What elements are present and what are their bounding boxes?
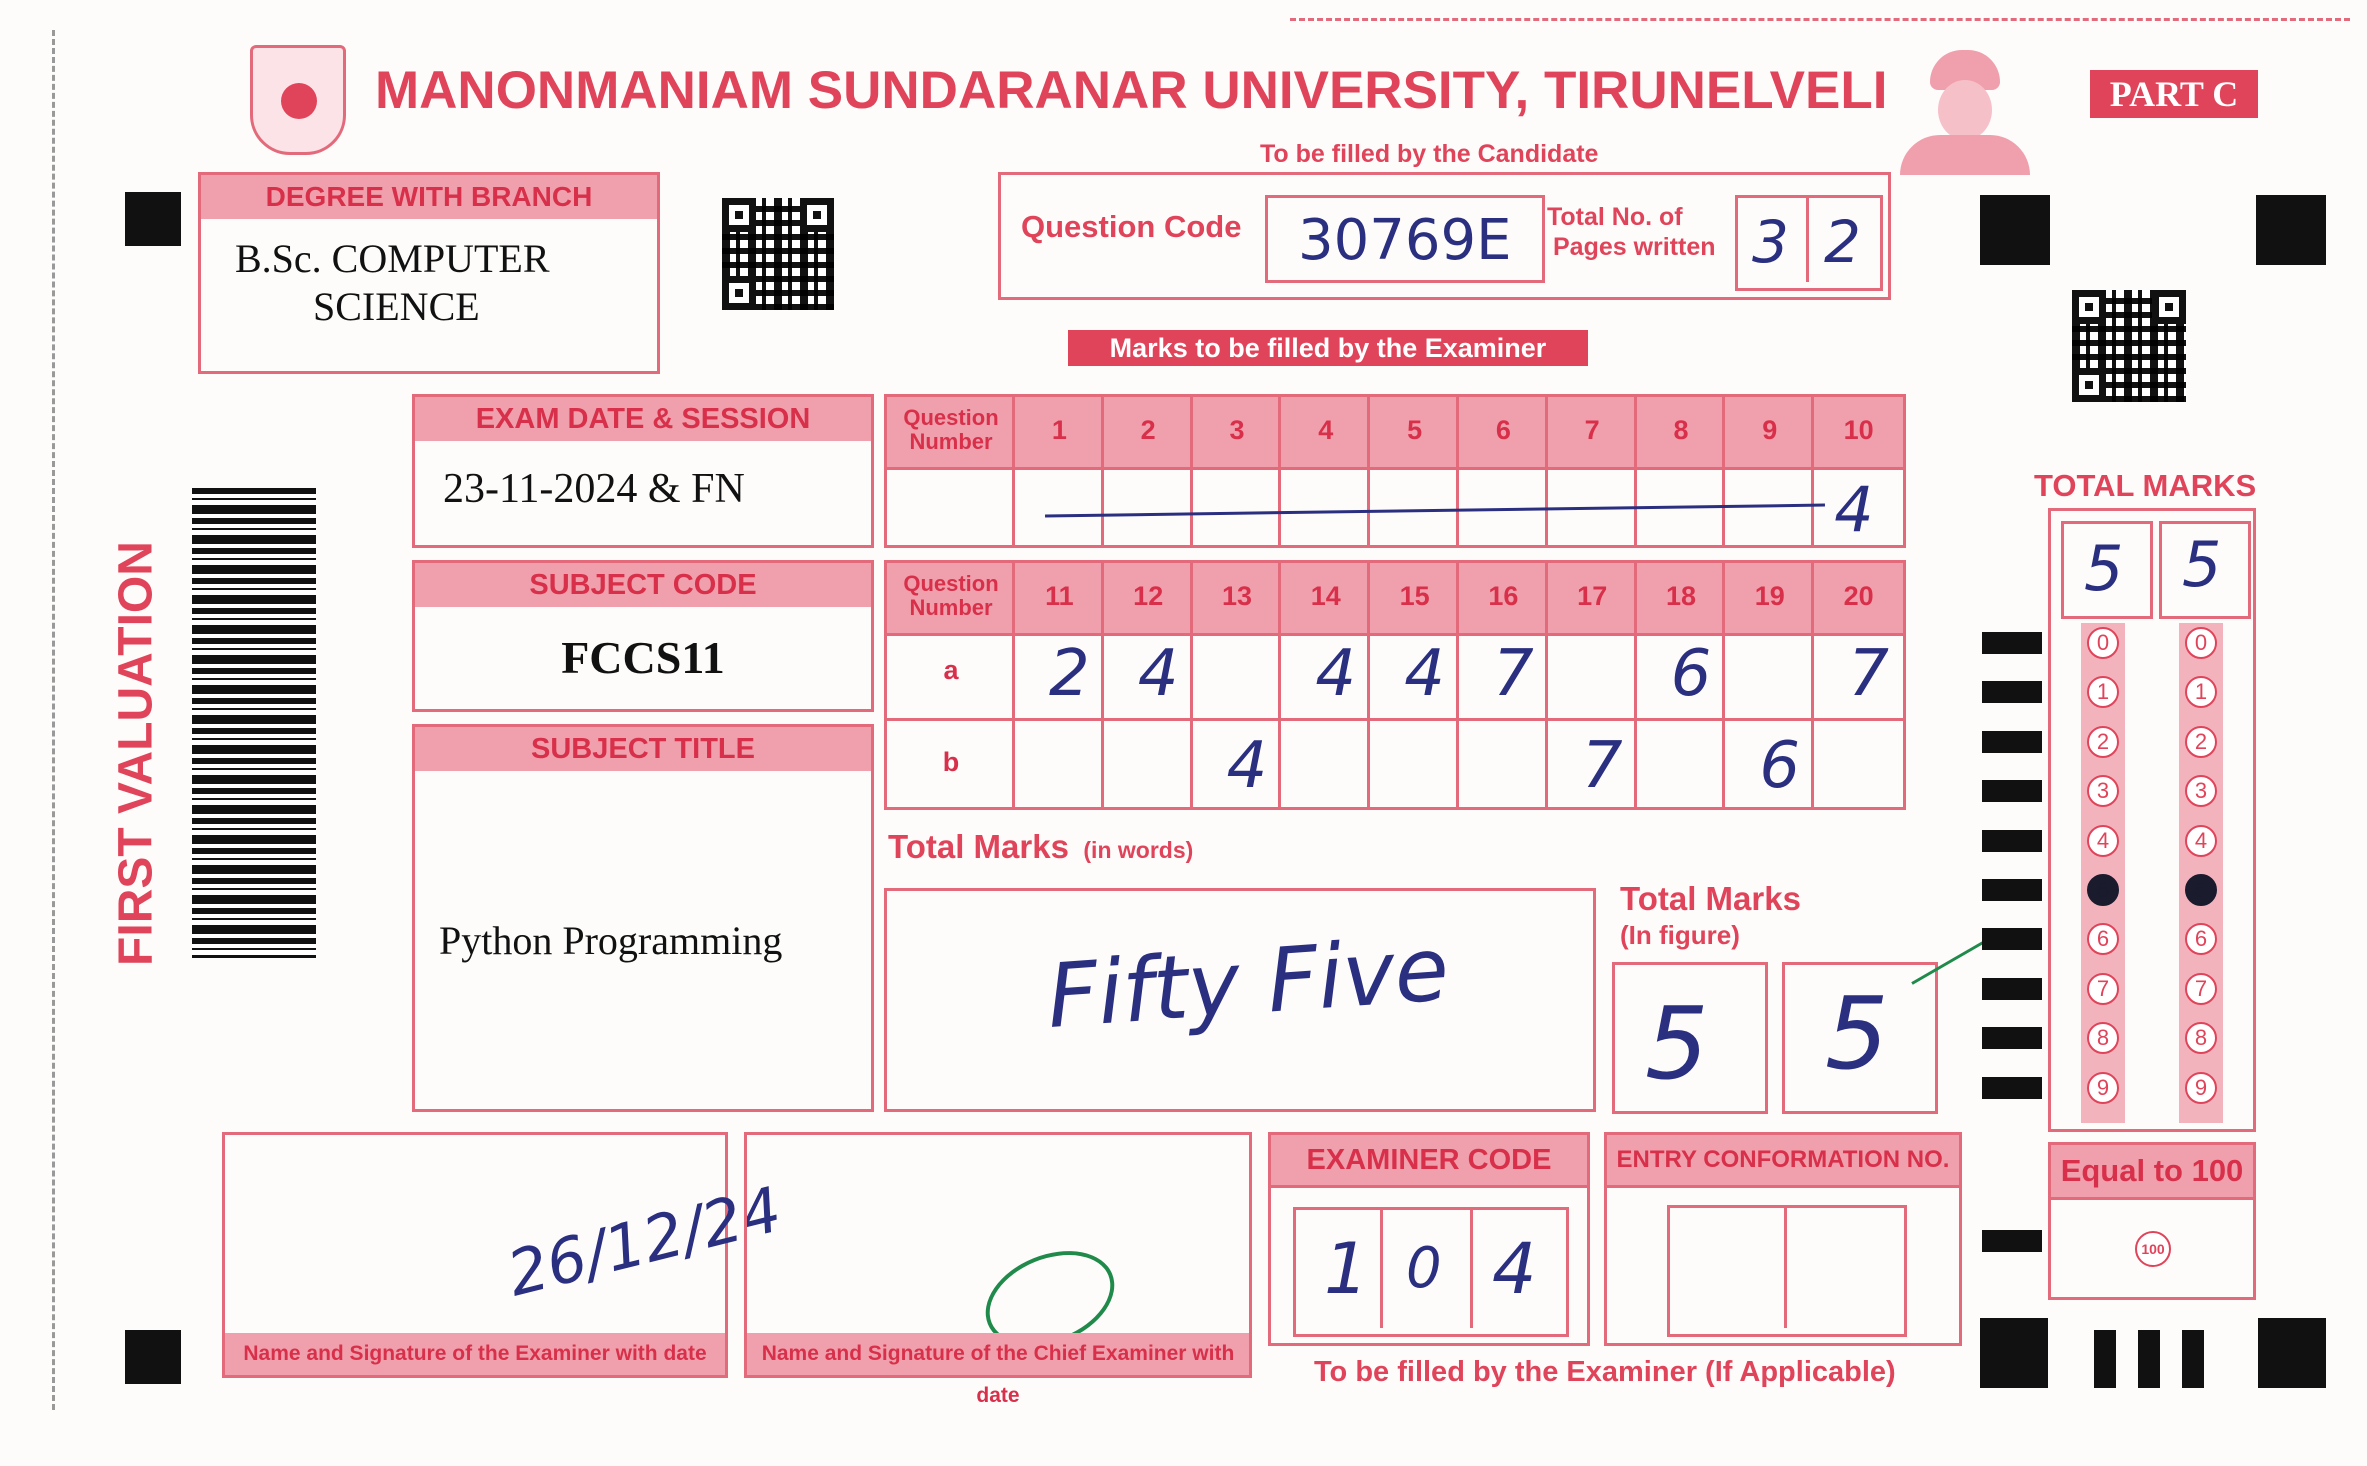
bubble-col2-7[interactable]: 7	[2185, 973, 2217, 1005]
degree-line-2: SCIENCE	[313, 284, 480, 329]
entry-confirmation-box	[1604, 1132, 1962, 1346]
question-code-value-box	[1265, 195, 1545, 283]
row-a-label: a	[943, 655, 959, 685]
timing-mark-7	[1982, 978, 2042, 1000]
grid2-mark-b-19[interactable]: 6	[1759, 729, 1801, 803]
footer-note: To be filled by the Examiner (If Applicable)	[1314, 1356, 1896, 1388]
grid1-number-3: 3	[1229, 415, 1245, 445]
reg-mark-right-bottom-3	[2138, 1330, 2160, 1388]
degree-label: DEGREE WITH BRANCH	[201, 175, 657, 219]
examiner-code-digit-3: 4	[1492, 1228, 1537, 1310]
examiner-sign-box	[222, 1132, 789, 1378]
university-title: MANONMANIAM SUNDARANAR UNIVERSITY, TIRUNELVELI	[375, 61, 1888, 120]
timing-mark-3	[1982, 780, 2042, 802]
bubble-col1-0[interactable]: 0	[2087, 627, 2119, 659]
timing-mark-6	[1982, 928, 2042, 950]
grid2-qn-label-1: Question	[903, 571, 999, 596]
bubble-col2-5[interactable]: 5	[2185, 874, 2217, 906]
chief-sign-box	[744, 1132, 1252, 1407]
bubble-col2-3[interactable]: 3	[2185, 775, 2217, 807]
equal-100-bubble[interactable]: 100	[2135, 1231, 2171, 1267]
row-b-label: b	[942, 747, 960, 777]
bubble-col2-2[interactable]: 2	[2185, 726, 2217, 758]
reg-mark-right-bottom-2	[2094, 1330, 2116, 1388]
grid1-number-1: 1	[1051, 415, 1067, 445]
timing-mark-100	[1982, 1230, 2042, 1252]
subject-title-value: Python Programming	[439, 918, 783, 963]
total-figure-box-2	[1782, 962, 1938, 1114]
barcode	[192, 488, 316, 958]
university-logo	[250, 45, 346, 155]
timing-mark-8	[1982, 1027, 2042, 1049]
grid2-number-11: 11	[1045, 581, 1074, 611]
part-label: PART C	[2090, 70, 2258, 118]
founder-portrait	[1900, 50, 2030, 175]
pages-label-1: Total No. of	[1547, 203, 1683, 231]
bubble-col2-6[interactable]: 6	[2185, 923, 2217, 955]
bubble-col1-7[interactable]: 7	[2087, 973, 2119, 1005]
exam-date-value: 23-11-2024 & FN	[443, 466, 745, 512]
equal-100-box	[2048, 1142, 2256, 1300]
bubble-col2-4[interactable]: 4	[2185, 825, 2217, 857]
grid2-number-17: 17	[1577, 581, 1608, 611]
grid2-mark-a-11[interactable]: 2	[1049, 637, 1090, 711]
total-marks-panel-title: TOTAL MARKS	[2034, 468, 2257, 503]
degree-line-1: B.Sc. COMPUTER	[235, 236, 550, 281]
grid1-number-10: 10	[1843, 415, 1874, 445]
grid2-mark-a-18[interactable]: 6	[1670, 637, 1712, 711]
qr-code-right	[2072, 290, 2186, 402]
timing-mark-5	[1982, 879, 2042, 901]
pages-label-2: Pages written	[1553, 233, 1716, 261]
total-words-value: Fifty Five	[1043, 917, 1452, 1048]
grid1-qn-label-1: Question	[903, 405, 999, 430]
bubble-col2-9[interactable]: 9	[2185, 1072, 2217, 1104]
grid2-number-12: 12	[1133, 581, 1164, 611]
subject-title-label: SUBJECT TITLE	[415, 727, 871, 771]
examiner-code-label: EXAMINER CODE	[1271, 1135, 1587, 1188]
question-code-box	[998, 172, 1891, 300]
grid2-mark-a-14[interactable]: 4	[1315, 637, 1357, 711]
reg-mark-right-bottom-1	[1980, 1318, 2048, 1388]
top-perforation	[1290, 18, 2350, 21]
timing-mark-1	[1982, 681, 2042, 703]
reg-mark-right-top-1	[1980, 195, 2050, 265]
grid1-qn-label-2: Number	[909, 429, 993, 454]
grid1-number-9: 9	[1762, 415, 1778, 445]
grid2-number-19: 19	[1754, 581, 1785, 611]
examiner-sign-caption: Name and Signature of the Examiner with date	[225, 1333, 725, 1375]
reg-mark-left-bottom	[125, 1330, 181, 1384]
total-marks-panel	[2048, 508, 2256, 1132]
grid2-number-14: 14	[1310, 581, 1341, 611]
total-words-title: Total Marks	[888, 828, 1069, 865]
bubble-col1-9[interactable]: 9	[2087, 1072, 2119, 1104]
grid2-number-16: 16	[1488, 581, 1519, 611]
total-figure-sub: (In figure)	[1620, 920, 1740, 950]
grid1-mark-10[interactable]: 4	[1834, 473, 1874, 546]
total-marks-digit-box-2	[2159, 521, 2251, 619]
question-code-label: Question Code	[1021, 209, 1242, 244]
pages-written-box	[1735, 195, 1883, 291]
entry-confirmation-cells	[1667, 1205, 1907, 1337]
grid1-number-5: 5	[1407, 415, 1423, 445]
green-check-mark	[1911, 937, 1990, 985]
side-label-text: FIRST VALUATION	[109, 541, 163, 966]
bubble-col1-6[interactable]: 6	[2087, 923, 2119, 955]
reg-mark-left-top	[125, 192, 181, 246]
total-figure-digit-1: 5	[1645, 985, 1709, 1102]
grid2-qn-label-2: Number	[909, 595, 993, 620]
total-words-box	[884, 888, 1596, 1112]
chief-sign-caption: Name and Signature of the Chief Examiner with date	[747, 1333, 1249, 1375]
bubble-col2-0[interactable]: 0	[2185, 627, 2217, 659]
timing-mark-0	[1982, 632, 2042, 654]
grid2-number-20: 20	[1843, 581, 1874, 611]
total-figure-title: Total Marks	[1620, 880, 1801, 917]
bubble-col1-5[interactable]: 5	[2087, 874, 2119, 906]
subject-code-label: SUBJECT CODE	[415, 563, 871, 607]
bubble-col1-2[interactable]: 2	[2087, 726, 2119, 758]
side-label	[109, 530, 163, 970]
degree-box	[198, 172, 660, 374]
total-words-label	[888, 828, 1193, 866]
total-words-sub: (in words)	[1083, 837, 1194, 863]
timing-mark-4	[1982, 830, 2042, 852]
examiner-code-digit-2: 0	[1406, 1236, 1442, 1301]
bubble-col1-3[interactable]: 3	[2087, 775, 2119, 807]
grid2-number-18: 18	[1665, 581, 1697, 611]
left-perforation	[52, 30, 55, 1410]
examiner-banner: Marks to be filled by the Examiner	[1068, 330, 1588, 366]
grid1-number-6: 6	[1495, 415, 1511, 445]
candidate-note: To be filled by the Candidate	[1260, 140, 1599, 168]
grid2-mark-a-15[interactable]: 4	[1404, 637, 1445, 711]
reg-mark-right-bottom-5	[2258, 1318, 2326, 1388]
reg-mark-right-top-2	[2256, 195, 2326, 265]
entry-confirmation-label: ENTRY CONFORMATION NO.	[1607, 1135, 1959, 1188]
grid1-number-8: 8	[1673, 415, 1689, 445]
subject-title-box	[412, 724, 874, 1112]
grid2-mark-b-13[interactable]: 4	[1226, 729, 1268, 803]
timing-mark-9	[1982, 1077, 2042, 1099]
grid1-number-4: 4	[1318, 415, 1334, 445]
bubble-col2-1[interactable]: 1	[2185, 676, 2217, 708]
pages-digit-2: 2	[1824, 208, 1861, 276]
total-figure-digit-2: 5	[1825, 975, 1889, 1092]
examiner-code-digits	[1293, 1207, 1569, 1337]
grid1-number-7: 7	[1584, 415, 1600, 445]
marks-grid-1	[884, 394, 1906, 548]
equal-100-label: Equal to 100	[2051, 1145, 2253, 1200]
subject-code-box	[412, 560, 874, 712]
total-figure-box-1	[1612, 962, 1768, 1114]
marks-grid-2	[884, 560, 1906, 810]
examiner-sign-date: 26/12/24	[500, 1172, 789, 1311]
grid2-mark-a-12[interactable]: 4	[1137, 637, 1179, 711]
grid1-number-2: 2	[1140, 415, 1156, 445]
total-marks-digit-box-1	[2061, 521, 2153, 619]
grid2-number-15: 15	[1399, 581, 1430, 611]
grid2-mark-b-17[interactable]: 7	[1581, 729, 1623, 803]
total-marks-digit-2: 5	[2182, 528, 2222, 601]
reg-mark-right-bottom-4	[2182, 1330, 2204, 1388]
total-marks-digit-1: 5	[2084, 532, 2124, 605]
exam-date-label: EXAM DATE & SESSION	[415, 397, 871, 441]
bubble-col1-4[interactable]: 4	[2087, 825, 2119, 857]
grid2-mark-a-16[interactable]: 7	[1493, 637, 1534, 711]
grid2-mark-a-20[interactable]: 7	[1848, 637, 1889, 711]
exam-date-box	[412, 394, 874, 548]
bubble-col1-1[interactable]: 1	[2087, 676, 2119, 708]
bubble-col2-8[interactable]: 8	[2185, 1022, 2217, 1054]
subject-code-value: FCCS11	[561, 632, 725, 683]
bubble-col1-8[interactable]: 8	[2087, 1022, 2119, 1054]
examiner-code-digit-1: 1	[1324, 1228, 1369, 1310]
grid2-number-13: 13	[1221, 581, 1253, 611]
timing-mark-2	[1982, 731, 2042, 753]
pages-digit-1: 3	[1752, 208, 1789, 276]
examiner-code-box	[1268, 1132, 1590, 1346]
question-code-value: 30769E	[1298, 208, 1512, 273]
qr-code-left	[722, 198, 834, 310]
